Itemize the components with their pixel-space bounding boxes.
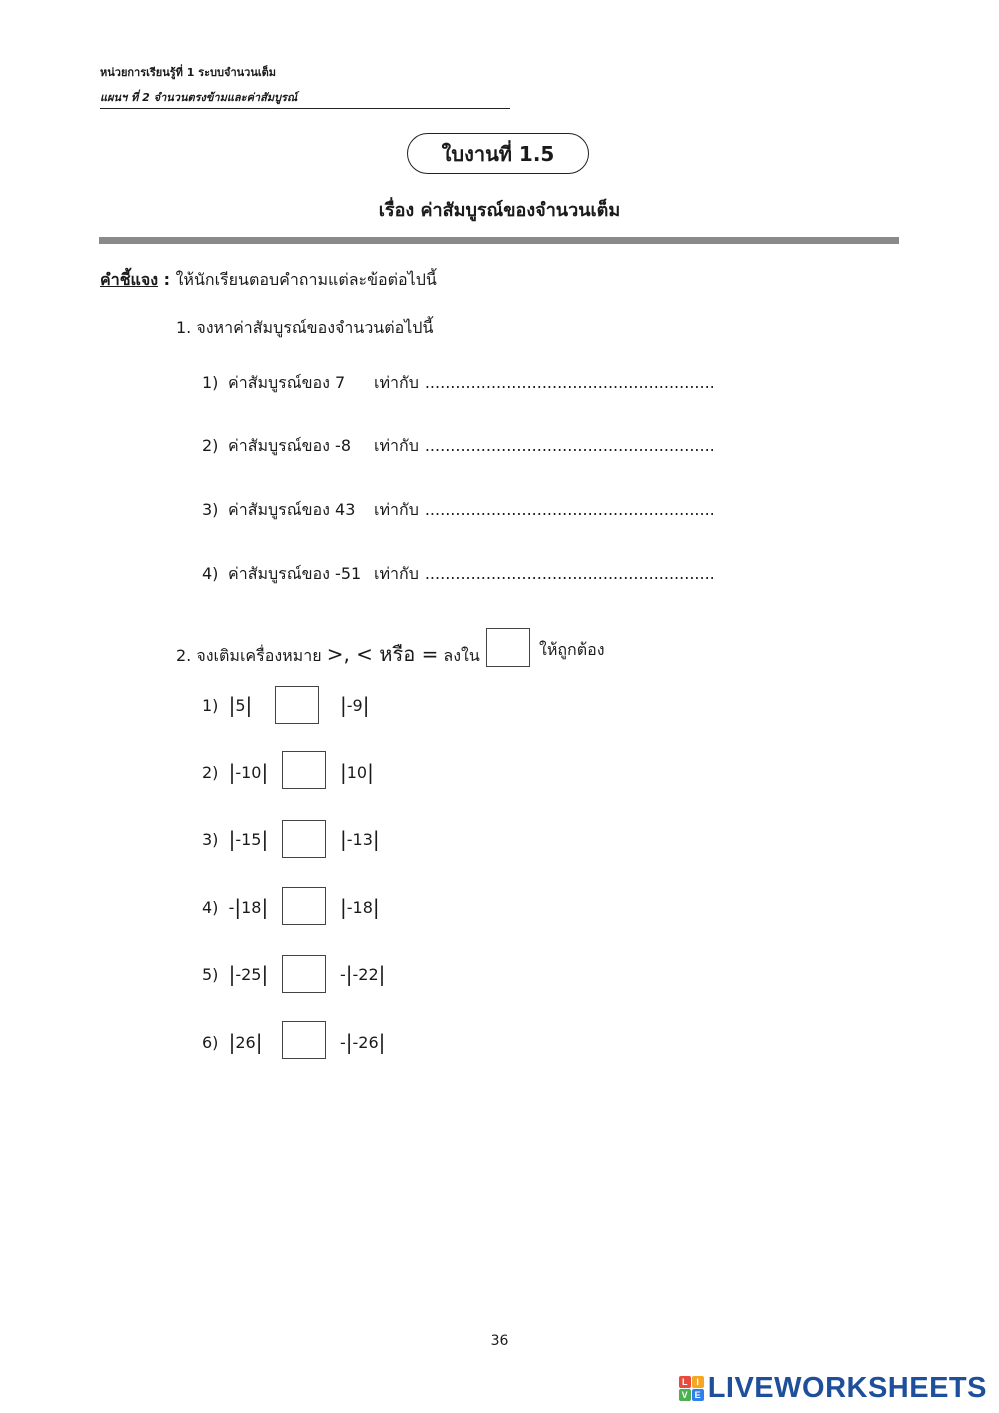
abs-bar-icon: |	[261, 962, 269, 986]
q2-item-6-right	[340, 1030, 386, 1054]
q1-answer-blank[interactable]: .........................................................	[424, 564, 715, 583]
q1-answer-blank[interactable]: .........................................................	[424, 436, 715, 455]
plan-header: แผนฯ ที่ 2 จำนวนตรงข้ามและค่าสัมบูรณ์	[100, 91, 298, 104]
q1-answer-blank[interactable]: .........................................................	[424, 373, 715, 392]
abs-bar-icon: |	[228, 962, 236, 986]
q1-item	[202, 434, 715, 459]
q1-answer-blank[interactable]: .........................................................	[424, 500, 715, 519]
q1-item-number: 4)	[202, 564, 219, 583]
answer-box[interactable]	[282, 751, 326, 789]
abs-bar-icon: |	[228, 827, 236, 851]
right-value: -18	[346, 898, 373, 917]
answer-box[interactable]	[282, 887, 326, 925]
header-divider	[100, 108, 510, 109]
q2-item-number: 2)	[202, 763, 219, 782]
mark-letter: V	[679, 1389, 691, 1401]
q1-item-number: 1)	[202, 373, 219, 392]
q1-item-label: ค่าสัมบูรณ์ของ 43	[228, 500, 356, 519]
left-value: -10	[235, 763, 262, 782]
q2-item-number: 3)	[202, 830, 219, 849]
q1-item-number: 3)	[202, 500, 219, 519]
right-value: -9	[346, 696, 363, 715]
abs-bar-icon: |	[378, 1030, 386, 1054]
abs-bar-icon: |	[378, 962, 386, 986]
abs-bar-icon: |	[340, 827, 347, 851]
abs-bar-icon: |	[340, 895, 347, 919]
abs-bar-icon: |	[255, 1030, 263, 1054]
q2-item-4	[202, 895, 269, 919]
q2-item-2	[202, 760, 269, 784]
right-value: 10	[346, 763, 368, 782]
instruction	[100, 268, 437, 293]
liveworksheets-mark-icon	[679, 1376, 704, 1401]
abs-bar-icon: |	[261, 895, 269, 919]
q1-item-equals: เท่ากับ	[374, 373, 419, 392]
worksheet-title	[407, 133, 589, 174]
q2-item-1-right	[340, 693, 370, 717]
answer-box[interactable]	[282, 955, 326, 993]
q2-heading-post: ให้ถูกต้อง	[539, 640, 605, 659]
q2-item-2-right	[340, 760, 374, 784]
q1-item-label: ค่าสัมบูรณ์ของ -51	[228, 564, 362, 583]
abs-bar-icon: |	[228, 693, 236, 717]
q2-heading-mid: ลงใน	[443, 646, 480, 665]
abs-bar-icon: |	[367, 760, 374, 784]
left-value: 26	[235, 1033, 256, 1052]
left-prefix: -	[228, 898, 235, 917]
abs-bar-icon: |	[228, 1030, 236, 1054]
q2-item-6	[202, 1030, 263, 1054]
q2-heading-pre: 2. จงเติมเครื่องหมาย	[176, 646, 322, 665]
abs-bar-icon: |	[245, 693, 253, 717]
mark-letter: L	[679, 1376, 691, 1388]
q2-item-number: 4)	[202, 898, 219, 917]
worksheet-subtitle: เรื่อง ค่าสัมบูรณ์ของจำนวนเต็ม	[378, 200, 621, 221]
left-value: 5	[235, 696, 246, 715]
q2-item-number: 1)	[202, 696, 219, 715]
abs-bar-icon: |	[340, 760, 347, 784]
answer-box[interactable]	[282, 1021, 326, 1059]
abs-bar-icon: |	[362, 693, 370, 717]
q1-item	[202, 498, 715, 523]
q2-item-5	[202, 962, 269, 986]
answer-box[interactable]	[275, 686, 319, 724]
q1-item	[202, 371, 715, 396]
q2-item-1	[202, 693, 253, 717]
q2-item-3-right	[340, 827, 380, 851]
instruction-colon: :	[158, 270, 176, 289]
q2-symbols: >, < หรือ =	[326, 642, 439, 666]
section-divider	[99, 237, 899, 244]
abs-bar-icon: |	[340, 693, 347, 717]
page-number: 36	[490, 1333, 509, 1349]
sample-answer-box	[486, 628, 530, 667]
q2-item-4-right	[340, 895, 380, 919]
q1-item-equals: เท่ากับ	[374, 500, 419, 519]
right-prefix: -	[340, 965, 346, 984]
abs-bar-icon: |	[372, 827, 380, 851]
q1-item-label: ค่าสัมบูรณ์ของ 7	[228, 373, 346, 392]
right-value: -26	[352, 1033, 379, 1052]
liveworksheets-logo	[679, 1372, 987, 1405]
q2-item-5-right	[340, 962, 386, 986]
left-value: -25	[235, 965, 262, 984]
abs-bar-icon: |	[234, 895, 242, 919]
right-value: -22	[352, 965, 379, 984]
abs-bar-icon: |	[261, 827, 269, 851]
q1-item-equals: เท่ากับ	[374, 436, 419, 455]
abs-bar-icon: |	[228, 760, 236, 784]
mark-letter: I	[692, 1376, 704, 1388]
q1-item-label: ค่าสัมบูรณ์ของ -8	[228, 436, 351, 455]
left-value: 18	[241, 898, 262, 917]
unit-header: หน่วยการเรียนรู้ที่ 1 ระบบจำนวนเต็ม	[100, 66, 277, 79]
left-value: -15	[235, 830, 262, 849]
answer-box[interactable]	[282, 820, 326, 858]
mark-letter: E	[692, 1389, 704, 1401]
liveworksheets-wordmark: LIVEWORKSHEETS	[707, 1372, 987, 1404]
q1-item	[202, 562, 715, 587]
q1-heading: 1. จงหาค่าสัมบูรณ์ของจำนวนต่อไปนี้	[176, 318, 434, 337]
instruction-text: ให้นักเรียนตอบคำถามแต่ละข้อต่อไปนี้	[175, 270, 437, 289]
right-prefix: -	[340, 1033, 346, 1052]
abs-bar-icon: |	[261, 760, 269, 784]
q2-item-number: 6)	[202, 1033, 219, 1052]
abs-bar-icon: |	[345, 1030, 353, 1054]
q2-item-3	[202, 827, 269, 851]
q1-item-number: 2)	[202, 436, 219, 455]
q1-item-equals: เท่ากับ	[374, 564, 419, 583]
abs-bar-icon: |	[372, 895, 380, 919]
q2-item-number: 5)	[202, 965, 219, 984]
worksheet-title-text: ใบงานที่ 1.5	[441, 141, 555, 166]
instruction-label: คำชี้แจง	[100, 270, 159, 289]
abs-bar-icon: |	[345, 962, 353, 986]
right-value: -13	[346, 830, 373, 849]
q2-heading	[176, 638, 480, 670]
